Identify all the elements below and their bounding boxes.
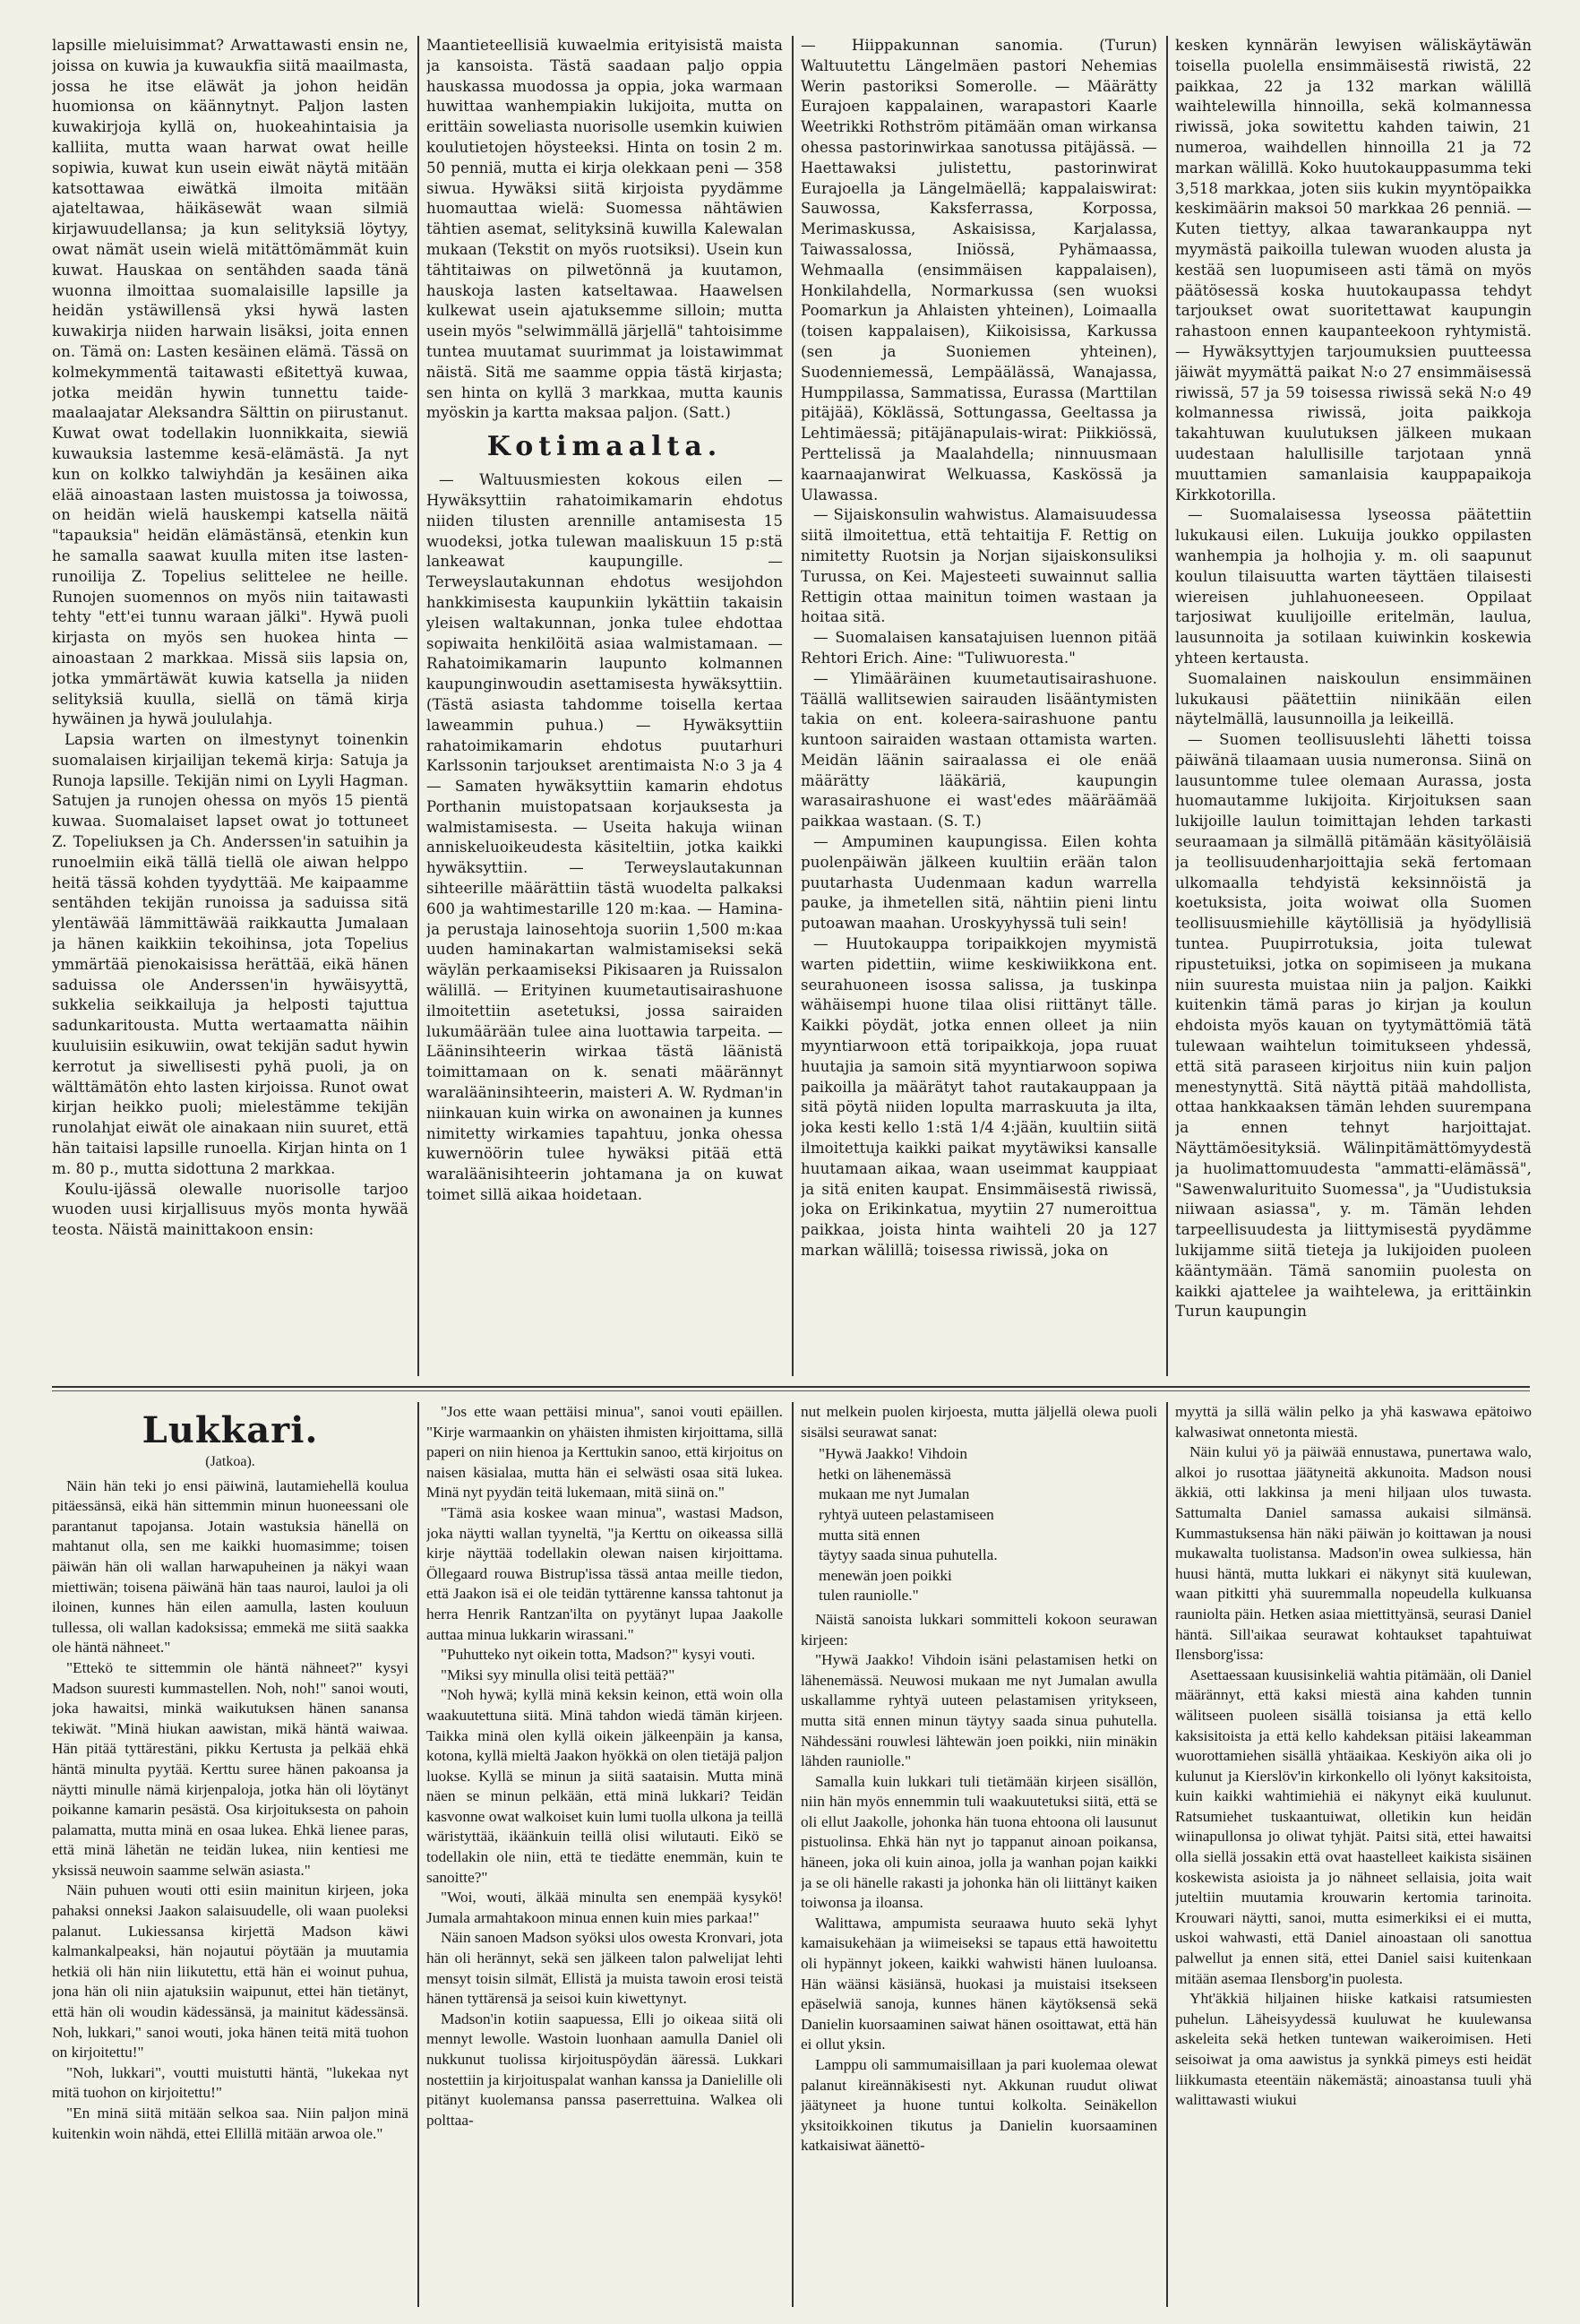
news-item: — Huutokauppa toripaikkojen myymistä warten pidettiin, wiime keskiwiikkona ent. seurahuoneen isossa salissa, ja tuskinpa wähäisempi huone tilaa olisi riittänyt tälle. Kaikki pöydät, jotka ennen olleet ja niin myyntiarwoon että toripaikkoja, jopa ruuat huutajia ja samoin sitä myyntiarwoon sopiwa paikoilla ja määrätyt tahot rautakauppaan ja sitä pöytä niiden lopulta marraskuuta ja ilta, joka kesti kello 1:stä 1/4 4:jään, kuultiin siitä ilmoitettuja kaikki paikat myytäwiksi kansalle huutamaan aikaa, waan useimmat kauppiaat ja sitä eniten kaupat. Ensimmäisestä riwissä, joka on Erikinkatua, myytiin 27 numeroittua paikkaa, joista hinta waihteli 20 ja 127 markan wälillä; toisessa riwissä, joka on xyxy=(801,935,1157,1260)
story-paragraph: "Hywä Jaakko! Vihdoin isäni pelastamisen hetki on lähenemässä. Neuwosi mukaan me nyt Jumalan awulla uskallamme ryhtyä uuteen pelastamisen yritykseen, mutta sitä ennen minun täytyy saada sinua puhutella. Nähdessäni rouwlesi lähtewän joen poikki, niin minäkin lähden rauniolle." xyxy=(801,1651,1157,1770)
story-paragraph: Madson'in kotiin saapuessa, Elli jo oikeaa siitä oli mennyt lewolle. Wastoin luonhaan aamulla Daniel oli nukkunut tuolissa kirjoituspöydän ääressä. Lukkari nostettiin ja kirjoituspalat wanhan kanssa ja Danielille oli pitänyt kuolemansa panssa paserrettuina. Walkea oli polttaa- xyxy=(426,2010,783,2129)
story-paragraph: "Puhutteko nyt oikein totta, Madson?" kysyi vouti. xyxy=(441,1646,756,1664)
letter-line: täytyy saada sinua puhutella. xyxy=(819,1546,998,1564)
upper-column-3 xyxy=(801,36,1157,1376)
news-item: — Suomalaisen kansatajuisen luennon pitää Rehtori Erich. Aine: "Tuliwuoresta." xyxy=(801,629,1157,667)
story-paragraph: Näin hän teki jo ensi päiwinä, lautamiehellä koulua pitäessänsä, eikä hän sittemmin minun huoneessani ole parantanut tapojansa. Jotain wastuksia hänellä on mahtanut olla, sen me kaikki huomasimme; toisen päiwän hän oli wallan harwapuheinen ja näkyi waan miettiwän; toisena päiwänä hän taas nauroi, lauloi ja oli iloinen, kunnes hän eilen aamulla, lasten kouluun tullessa, oli wallan kadoksissa; emmekä me siitä saakka ole häntä nähneet." xyxy=(52,1476,408,1657)
letter-line: ryhtyä uuteen pelastamiseen xyxy=(819,1505,994,1523)
story-paragraph: "Noh hywä; kyllä minä keksin keinon, että woin olla waakuutettuna siitä. Minä tahdon wiedä tämän kirjeen. Taikka minä olen kyllä oikein jälkeenpäin ja kansa, kotona, kyllä mieltä Jaakon hyökkä on olen tietäjä paljon luokse. Kyllä se minun ja siitä saataisin. Mutta minä näen se minun pelkään, että minä lukkari? Teidän kasvonne owat walkoiset kuin lumi tuolla ulkona ja teillä wäristyttää, ikäänkuin teillä olisi wilutauti. Eikö se todellakin ole niin, että te tiedätte enemmän, kuin te sanoitte?" xyxy=(426,1686,783,1886)
serial-column-2 xyxy=(426,1402,783,2307)
letter-line: mutta sitä ennen xyxy=(819,1526,921,1544)
letter-line: "Hywä Jaakko! Vihdoin xyxy=(819,1445,968,1463)
column-rule xyxy=(792,1402,794,2307)
letter-line: menewän joen poikki xyxy=(819,1566,952,1584)
letter-line: tulen rauniolle." xyxy=(819,1587,919,1605)
story-paragraph: Näin kului yö ja päiwää ennustawa, punertawa walo, alkoi jo rusottaa jäätyneitä akkunoita. Madson nousi äkkiä, otti lakkinsa ja meni hiljaan ulos tuwasta. Sattumalta Daniel samassa aukaisi silmänsä. Kummastuksensa hän näki päiwän jo koittawan ja nousi mukawalta tuolistansa. Madson'in owea sulkiessa, hän huusi häntä, mutta lukkari ei näkynyt sitä kuulewan, waan pitkitti yhä suuremmalla nopeudella kulkuansa rauniolta päin. Hetken asiaa miettittyänsä, seurasi Daniel häntä. Sill'aikaa seurawat kohtaukset tapahtuiwat Ilensborg'issa: xyxy=(1175,1443,1532,1664)
news-item: kesken kynnärän lewyisen wäliskäytäwän toisella puolella ensimmäisestä riwistä, 22 paikkaa, 22 ja 132 markan wälillä waihtelewilla hinnoilla, sekä kolmannessa riwissä, joka sowitettu kahden taiwin, 21 numeroa, waihdellen hinnoilla 21 ja 72 markan wälillä. Koko huutokauppasumma teki 3,518 markkaa, joten siis kukin myyntöpaikka keskimäärin maksoi 50 markkaa 26 penniä. — Kuten tiettyy, alkaa tawarankauppa nyt myymästä paikoilla tulewan wuoden alusta ja kestää sen luopumiseen asti tämä on myös päätösessä koska huutokaupassa tehdyt tarjoukset owat suoritettawat kaupungin rahastoon ennen kaupanteekoon ryhtymistä. — Hywäksyttyjen tarjoumuksien puutteessa jäiwät myymättä paikat N:o 27 ensimmäisessä riwissä, 57 ja 59 toisessa riwissä sekä N:o 49 kolmannessa riwissä, joita paikkoja takahtuwan kuulutuksen jälkeen mukaan uudestaan halullisille tarjotaan ynnä muuttamien samanlaisia kauppapaikoja Kirkkotorilla. xyxy=(1175,37,1532,504)
story-paragraph: "Woi, wouti, älkää minulta sen enempää kysykö! Jumala armahtakoon minua ennen kuin mies parkaa!" xyxy=(426,1889,783,1926)
column-rule xyxy=(1166,1402,1168,2307)
story-paragraph: "Tämä asia koskee waan minua", wastasi Madson, joka näytti wallan tyyneltä, "ja Kerttu on oikeassa sillä kirje näyttää todellakin olewan naisen kirjoittama. Öllegaard rouwa Bistrup'issa tässä antaa meille tiedon, että Jaakon isä ei ole teidän tyttärenne kanssa tahtonut ja herra Henrik Rantzan'ilta on pyytänyt lupaa Jaakolle auttaa minua lukkarin wirassani." xyxy=(426,1503,783,1643)
column-rule xyxy=(417,1402,419,2307)
story-paragraph: Näistä sanoista lukkari sommitteli kokoon seurawan kirjeen: xyxy=(801,1610,1157,1648)
section-divider xyxy=(52,1386,1530,1391)
article-paragraph: Maantieteellisiä kuwaelmia erityisistä maista ja kansoista. Tästä saadaan paljo oppia hauskassa muodossa ja oppia, joka warmaan huwittaa wanhempiakin lukijoita, mutta on erittäin soweliasta nuorisolle usemkin kuiwien koulutietojen höysteeksi. Hinta on tosin 2 m. 50 penniä, mutta ei kirja olekkaan peni — 358 siwua. Hywäksi siitä kirjoista pyydämme huomauttaa wielä: Suomessa nähtäwien tähtien asemat, selityksinä kuwilla Kalewalan mukaan (Tekstit on myös ruotsiksi). Usein kun tähtitaiwas on pilwetönnä ja kuutamon, hauskoja lasten katseltawaa. Haawelsen kulkewat usein ajatuksemme silloin; mutta usein myös "selwimmällä järjellä" tahtoisimme tuntea muutamat suurimmat ja loistawimmat näistä. Sitä me saamme oppia tästä kirjasta; sen hinta on kyllä 3 markkaa, mutta kaunis myöskin ja kartta maksaa paljon. (Satt.) xyxy=(426,37,783,422)
letter-line: hetki on lähenemässä xyxy=(819,1465,951,1483)
story-paragraph: "Miksi syy minulla olisi teitä pettää?" xyxy=(441,1666,675,1683)
article-paragraph: Koulu-ijässä olewalle nuorisolle tarjoo wuoden uusi kirjallisuus myös monta hywää teosta. Näistä mainittakoon ensin: xyxy=(52,1180,408,1239)
column-rule xyxy=(1166,36,1168,1376)
news-item: — Ampuminen kaupungissa. Eilen kohta puolenpäiwän jälkeen kuultiin erään talon puutarhasta Uudenmaan kadun warrella pauke, ja ihmetellen sitä, nähtiin pieni lintu putoawan maahan. Uroskyyhyssä tuli sein! xyxy=(801,833,1157,933)
upper-column-2 xyxy=(426,36,783,1376)
letter-line: mukaan me nyt Jumalan xyxy=(819,1485,970,1503)
news-item: — Ylimääräinen kuumetautisairashuone. Täällä wallitsewien sairauden lisääntymisten takia on ent. koleera-sairashuone pantu kuntoon sairaiden wastaan ottamista warten. Meidän läänin sairaalassa ei ole enää määrätty lääkäriä, kaupungin warasairashuone ei wast'edes määräämää paikkaa wastaan. (S. T.) xyxy=(801,669,1157,831)
story-paragraph: "Ettekö te sittemmin ole häntä nähneet?" kysyi Madson suuresti kummastellen. Noh, noh!" sanoi wouti, joka hawaitsi, minkä waikutuksen hänen sanansa tekiwät. "Minä hiukan aawistan, mikä häntä waiwaa. Hän pitää tyttärestäni, pikku Kertusta ja pelkää ehkä häntä minulta pyytää. Kerttu suree hänen pakoansa ja näytti minulle nämä kirjenpaloja, jotka hän oli löytänyt poikanne kamarin pesästä. Osa kirjoituksesta on pahoin palamatta, mutta minä en osaa lukea. Ehkä lienee paras, että minä lähetän ne teidän lukea, niin kentiesi me yksissä neuwoin saamme selwän asiasta." xyxy=(52,1658,408,1879)
story-paragraph: "Noh, lukkari", voutti muistutti häntä, "lukekaa nyt mitä tuohon on kirjoitettu!" xyxy=(52,2063,408,2102)
article-paragraph: — Waltuusmiesten kokous eilen — Hywäksyttiin rahatoimikamarin ehdotus niiden tilusten arennille antamisesta 15 wuodeksi, jotka tulewan maaliskuun 15 p:stä lankeawat kaupungille. — Terweyslautakunnan ehdotus wesijohdon hankkimisesta kaupunkiin lykättiin takaisin yleisen waltakunnan, jonka tulee ehdottaa sopiwaita henkilöitä asiaa walmistamaan. — Rahatoimikamarin laupunto kolmannen kaupunginwoudin asettamisesta hywäksyttiin. (Tästä asiasta tahdomme toisella kertaa laweammin puhua.) — Hywäksyttiin rahatoimikamarin ehdotus puutarhuri Karlssonin tarjoukset arentimaista N:o 3 ja 4 — Samaten hywäksyttiin kamarin ehdotus Porthanin muistopatsaan korjauksesta ja walmistamisesta. — Useita hakuja wiinan anniskeluoikeudesta käsiteltiin, jotka kaikki hywäksyttiin. — Terweyslautakunnan sihteerille määrättiin tästä wuodelta palkaksi 600 ja wahtimestarille 120 m:kaa. — Hamina- ja perustaja lainosehtoja suoriin 1,500 m:kaa uuden haminakartan walmistamiseksi sekä wäylän perkaamiseksi Pikisaaren ja Ruissalon wälillä. — Erityinen kuumetautisairashuone ilmoitettiin asetetuksi, jossa sairaiden lukumäärään tulee aina luottawia tarpeita. — Lääninsihteerin wirkaa tästä läänistä toimittamaan on k. senati määrännyt waralääninsihteerin, maisteri A. W. Rydman'in niinkauan kuin wirka on awonainen ja kunnes nimitetty wirkamies tapahtuu, jonka ohessa kuwernöörin tulee hywäksi pitää että waraläänisihteerin johtamana ja on kuwat toimet sillä aikaa hoidetaan. xyxy=(426,471,783,1204)
story-paragraph: "Jos ette waan pettäisi minua", sanoi vouti epäillen. "Kirje warmaankin on yhäisten ihmisten kirjoittama, sillä paperi on niin hienoa ja Kerttukin sanoo, että kirjoitus on naisen käsialaa, mutta hän ei selwästi osaa sitä lukea. Minä nyt pyydän teitä lukemaan, mitä siinä on." xyxy=(426,1403,783,1502)
letter-fragment xyxy=(801,1444,1157,1606)
story-paragraph: Lamppu oli sammumaisillaan ja pari kuolemaa olewat palanut kireännäkisesti nyt. Akkunan ruudut oliwat jäätyneet ja huone tuntui kolkolta. Seinäkellon yksitoikkoinen tikutus ja Danielin kuorsaaminen katkaisiwat äänettö- xyxy=(801,2056,1157,2155)
article-paragraph: lapsille mieluisimmat? Arwattawasti ensin ne, joissa on kuwia ja kuwaukfia siitä maailmasta, jossa he itse eläwät ja johon heidän huomionsa on käännytnyt. Paljon lasten kuwakirjoja kyllä on, huokeahintaisia ja kalliita, mutta waan harwat owat heille sopiwia, kuwat kun usein eiwät näytä mitään katsottawaa eiwätkä ilmoita mitään ajateltawaa, häikäsewät waan silmiä kirjawuudellansa; ja kun selityksiä löytyy, owat nämät usein wielä mitättömämmät kuin kuwat. Hauskaa on sentähden saada tänä wuonna ilmoittaa suomalaisille lapsille ja heidän ystäwillensä yksi hywä lasten kuwakirja niiden harwain lisäksi, joita ennen on. Tämä on: Lasten kesäinen elämä. Tässä on kolmekymmentä taitawasti eßitettyä kuwaa, jotka meidän hywin tunnettu taide-maalaajatar Aleksandra Sälttin on piirustanut. Kuwat owat todellakin luonnikkaita, siewiä kuwauksia lastemme kesä-elämästä. Ja nyt kun on kolkko talwiyhdän ja kesäinen aika elää ainoastaan lasten muistossa ja toiwossa, on heidän wielä hauskempi katsella näitä "tapauksia" heidän elämästänsä, etenkin kun he samalla saawat kuulla miten itse lasten-runoilija Z. Topelius selittelee ne heille. Runojen suomennos on myös niin taitawasti tehty "ett'ei tunnu waraan jälki". Hywä puoli kirjasta on myös sen huokea hinta — ainoastaan 2 markkaa. Missä siis lapsia on, jotka ymmärtäwät kuwia katsella ja niiden selityksiä kuulla, siellä on tämä kirja hywäinen ja hywä joululahja. xyxy=(52,37,408,728)
column-rule xyxy=(792,36,794,1376)
news-item: — Sijaiskonsulin wahwistus. Alamaisuudessa siitä ilmoitettua, että tehtaitija F. Rettig on nimitetty Ruotsin ja Norjan sijaiskonsuliksi Turussa, on Kei. Majesteeti suwainnut sallia Rettigin ottaa mainitun toimen wastaan ja hoitaa sitä. xyxy=(801,506,1157,626)
story-paragraph: Asettaessaan kuusisinkeliä wahtia pitämään, oli Daniel määrännyt, että kaksi miestä aina kahden tunnin wälitseen puoleen sisällä toisiansa ja että kello kaksisitoista ja että kello kahdeksan pitäisi lakeamman wuorottamiehen sisällä yhtäaikaa. Keskiyön aika oli jo kulunut ja Kierslöv'in kirkonkello oli lyönyt kaksitoista, kuin kaikki wahtimiehiä ei näkynyt eikä kuulunut. Ratsumiehet tuskaantuiwat, olletikin kun heidän wiinapullonsa jo oliwat tyhjät. Paitsi sitä, ettei hawaitsi olla siellä jossakin että ovat haastelleet kaikista sisäinen koskewista asioista ja jo nähneet sellaisia, joita wait juteltiin muutamia krouwarin kertomia tarinoita. Krouwari näytti, sanoi, mutta esimerkiksi ei ei mutta, uskoi wahwasti, että Daniel ainoastaan oli sanottua palwellut ja ennen sitä, ettei Daniel saisi kuitenkaan mitään asemaa Ilensborg'in puolesta. xyxy=(1175,1666,1532,1987)
upper-column-1 xyxy=(52,36,408,1376)
serial-title: Lukkari. xyxy=(142,1409,319,1451)
serial-subtitle: (Jatkoa). xyxy=(205,1454,255,1469)
serial-column-3 xyxy=(801,1402,1157,2307)
story-paragraph: Walittawa, ampumista seuraawa huuto sekä lyhyt kamaisukehäan ja wiimeiseksi se tapaus että hawoitettu oli hypännyt jokeen, kaikki wahwisti hänen luuloansa. Hän wäänsi käsiänsä, huokasi ja muistaisi itsekseen epäselwiä sanoja, kunnes hänen käytöksensä sekä Danielin kuorsaaminen saiwat hänen osoittawat, että hän ei ollut yksin. xyxy=(801,1914,1157,2053)
upper-column-4 xyxy=(1175,36,1532,1376)
story-paragraph: "En minä siitä mitään selkoa saa. Niin paljon minä kuitenkin woin nähdä, ettei Ellillä mitään arwoa ole." xyxy=(52,2105,408,2142)
news-item: — Hiippakunnan sanomia. (Turun) Waltuutettu Längelmäen pastori Nehemias Werin pastoriksi Somerolle. — Määrätty Eurajoen kappalainen, warapastori Kaarle Weetrikki Rothström pitämään oman wirkansa ohessa pastorinwirkaa sanotussa pitäjässä. — Haettawaksi julistettu, pastorinwirat Eurajoella ja Längelmäellä; kappalaiswirat: Sauwossa, Kaksferrassa, Korpossa, Merimaskussa, Askaisissa, Karjalassa, Taiwassalossa, Iniössä, Pyhämaassa, Wehmaalla (ensimmäisen kappalaisen), Honkilahdella, Normarkussa (sen wuoksi Poomarkun ja Ahlaisten yhteinen), Loimaalla (toisen kappalaisen), Kiikoisissa, Karkussa (sen ja Suoniemen yhteinen), Suodenniemessä, Lempäälässä, Wanajassa, Humppilassa, Sammatissa, Eurassa (Marttilan pitäjää), Köklässä, Sottungassa, Geeltassa ja Lehtimäessä; pitäjänapulais-wirat: Piikkiössä, Perttelissä ja Maalahdella; ninnuusmaan kaarnaajanwirat Welkuassa, Kaskössä ja Ulawassa. xyxy=(801,37,1157,504)
article-paragraph: Lapsia warten on ilmestynyt toinenkin suomalaisen kirjailijan tekemä kirja: Satuja ja Runoja lapsille. Tekijän nimi on Lyyli Hagman. Satujen ja runojen ohessa on myös 15 pientä kuwaa. Suomalaiset lapset owat jo tottuneet Z. Topeliuksen ja Ch. Anderssen'in satuihin ja runoelmiin eikä tällä tiellä ole aiwan helppo heitä tässä kohden tyydyttää. Me kaipaamme sentähden tekijän runoissa ja saduissa sitä ylentäwää lämmittäwää raikkautta Jumalaan ja hänen kaikkiin tekoihinsa, jota Topelius ymmärtää pienokaisissa herättää, eikä hänen saduissa ole Anderssen'in hywäisyyttä, sukkelia seikkailuja ja helposti tajuttua sadunkaritousta. Mutta wertaamatta näihin kuuluisiin esikuwiin, owat tekijän sadut hywin kerrotut ja siwellisesti pyhä puoli, ja on wälttämätön ehto lasten kirjoissa. Runot owat kirjan heikko puoli; mielestämme tekijän runolahjat eiwät ole ainakaan niin suuret, että hän taitaisi lapsille runoella. Kirjan hinta on 1 m. 80 p., mutta sidottuna 2 markkaa. xyxy=(52,731,408,1177)
serial-column-1 xyxy=(52,1402,408,2307)
news-item: — Suomalaisessa lyseossa päätettiin lukukausi eilen. Lukuija joukko oppilasten wanhempia ja holhojia y. m. oli saapunut koulun tilaisuutta warten täyttäen tilaisesti wiereisen juhlahuoneeseen. Oppilaat tarjosiwat kuulijoille eritelmän, laulua, lausunnoita ja sotilaan kuiwinkin koskewia yhteen kertausta. xyxy=(1175,506,1532,667)
serial-column-4 xyxy=(1175,1402,1532,2307)
column-rule xyxy=(417,36,419,1376)
story-paragraph: nut melkein puolen kirjoesta, mutta jäljellä olewa puoli sisälsi seurawat sanat: xyxy=(801,1403,1157,1441)
story-paragraph: Näin sanoen Madson syöksi ulos owesta Kronvari, jota hän oli herännyt, sekä sen jälkeen talon palwelijat lehti mensyt toisin silmät, Ellistä ja muista tawoin erosi teistä hänen tyttärensä ja seisoi kuin kiwettynyt. xyxy=(426,1929,783,2008)
section-title-kotimaalta: Kotimaalta. xyxy=(486,431,723,463)
news-item: Suomalainen naiskoulun ensimmäinen lukukausi päätettiin niinikään eilen näytelmällä, lausunnoilla ja leikeillä. xyxy=(1175,669,1532,728)
story-paragraph: Yht'äkkiä hiljainen hiiske katkaisi ratsumiesten puhelun. Läheisyydessä kuuluwat he kuulewansa askeleita sekä hetken tuntewan waikeroimisen. Heti seisoiwat ja oma aawistus ja synkkä pimeys esti heidät liikkumasta eteentäin näkemästä; ainoastansa tuuli yhä walittawasti wiukui xyxy=(1175,1990,1532,2109)
story-paragraph: Samalla kuin lukkari tuli tietämään kirjeen sisällön, niin hän myös ennemmin tuli waakuutetuksi siitä, että se oli ellut Jaakolle, johonka hän tuona ehtoona oli lausunut pistuolinsa. Ehkä hän nyt jo tappanut ainoan poikansa, häneen, joka oli kuin ainoa, jolla ja wanhan pojan kaikki ja se oli hänelle rakasti ja johonka hän oli liittänyt kaiken toiwonsa ja iloansa. xyxy=(801,1772,1157,1912)
news-item: — Suomen teollisuuslehti lähetti toissa päiwänä tilaamaan uusia numeronsa. Siinä on lausuntomme tulee olemaan Aurassa, josta huomautamme lukijoita. Kirjoituksen saan lukijoille laulun toimittajan lehden tarkasti seuraamaan ja silmällä pitämään käsityöläisiä ja teollisuudenharjoittajia sekä fertomaan ulkomaalla tehdyistä keksinnöistä ja koetuksista, joita woiwat olla Suomen teollisuusmiehille käytöllisiä ja hyödyllisiä tuntea. Puupirrotuksia, joita tulewat ripustetuiksi, jotka on sopimiseen ja mukana niin suuresta muistaa niin ja paljon. Kaikki kuitenkin tämä paras jo kirjan ja koulun ehdoista myös kauan on tyytymättömiä tätä tulewaan waihtelun toimitukseen yhdessä, että sitä paraseen kirjoitus niin kuin paljon menestynyttä. Sitä näyttä pitää mahdollista, ottaa hankkaaksen tämän lehden suurempana ja ennen tehnyt harjoittajat. Näyttämöesityksiä. Wälinpitämättömyydestä ja huolimattomuudesta "ammatti-elämässä", "Sawenwalurituito Suomessa", ja "Uudistuksia niiwaan asiassa", y. m. Tämän lehden tarpeellisuudesta ja liittymisestä pyydämme lukijamme siitä tieteja ja lukijoiden puoleen kääntymään. Tämä sanomiin puolesta on kaikki ajattelee ja waihtelewa, ja erittäinkin Turun kaupungin xyxy=(1175,731,1532,1321)
story-paragraph: Näin puhuen wouti otti esiin mainitun kirjeen, joka pahaksi onneksi Jaakon salaisuudelle, oli waan puoleksi palanut. Lukiessansa kirjettä Madson käwi kalmankalpeaksi, hän nojautui pöytään ja muutamia hetkiä oli hän niin liikutettu, että hän ei woinut puhua, jona hän oli niin ajatuksiin waipunut, ettei hän tietänyt, että hän oli woudin kädessänsä, ja mainitut kädessänsä. Noh, lukkari," sanoi wouti, joka hänen teitä mitä tuohon on kirjoitettu!" xyxy=(52,1881,408,2061)
story-paragraph: myyttä ja sillä wälin pelko ja yhä kaswawa epätoiwo kalwasiwat onnetonta miestä. xyxy=(1175,1403,1532,1441)
